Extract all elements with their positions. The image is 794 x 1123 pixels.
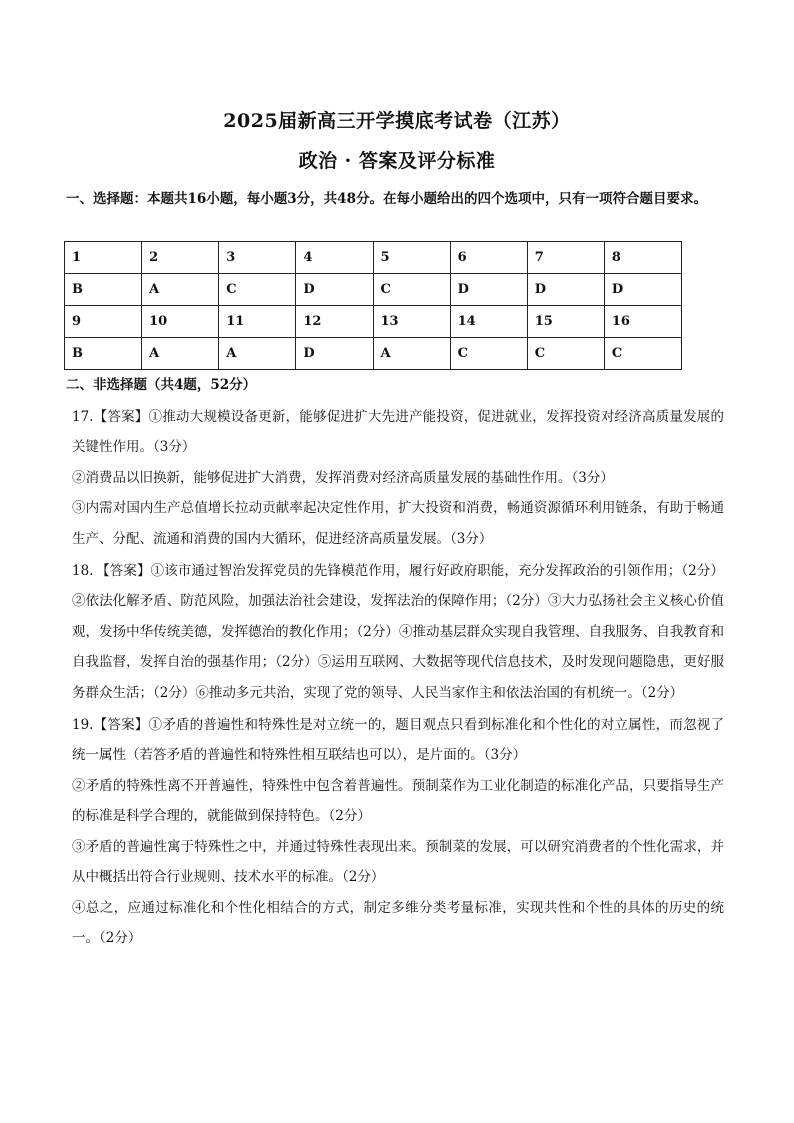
table-cell: C [450,338,527,370]
table-cell: 9 [65,306,142,338]
table-cell: C [527,338,604,370]
exam-subtitle: 政治 · 答案及评分标准 [298,150,496,172]
table-cell: C [373,274,450,306]
q17-paragraph-3: ③内需对国内生产总值增长拉动贡献率起决定性作用，扩大投资和消费，畅通资源循环利用链条，有助于畅通生产、分配、流通和消费的国内大循环，促进经济高质量发展。（3分） [72,500,724,547]
table-cell: 6 [450,242,527,274]
q18-paragraph-1: 18．【答案】①该市通过智治发挥党员的先锋模范作用，履行好政府职能，充分发挥政治的引领作用；（2分）②依法化解矛盾、防范风险，加强法治社会建设，发挥法治的保障作用；（2分）③大力弘扬社会主义核心价值观，发扬中华传统美德，发挥德治的教化作用；（2分）④推动基层群众实现自我管理、自我服务、自我教育和自我监督，发挥自治的强基作用；（2分）⑤运用互联网、大数据等现代信息技术，及时发现问题隐患，更好服务群众生活；（2分）⑥推动多元共治，实现了党的领导、人民当家作主和依法治国的有机统一。（2分） [72,563,724,701]
answer-body [72,402,724,953]
table-cell: D [296,274,373,306]
exam-title: 2025届新高三开学摸底考试卷（江苏） [223,110,571,132]
section-2-heading: 二、非选择题（共4题，52分） [66,377,257,393]
table-cell: D [527,274,604,306]
q19-paragraph-1: 19.【答案】①矛盾的普遍性和特殊性是对立统一的，题目观点只看到标准化和个性化的对立属性，而忽视了统一属性（若答矛盾的普遍性和特殊性相互联结也可以），是片面的。（3分） [72,717,724,764]
table-cell: D [450,274,527,306]
table-cell: 7 [527,242,604,274]
table-cell: 4 [296,242,373,274]
table-cell: 1 [65,242,142,274]
table-cell: A [142,274,219,306]
table-cell: 10 [142,306,219,338]
table-cell: D [296,338,373,370]
table-cell: D [604,274,681,306]
table-row [65,274,682,306]
table-row [65,242,682,274]
q17-paragraph-1: 17.【答案】①推动大规模设备更新，能够促进扩大先进产能投资，促进就业，发挥投资对经济高质量发展的关键性作用。（3分） [72,409,724,456]
table-cell: 5 [373,242,450,274]
table-cell: A [142,338,219,370]
table-cell: 15 [527,306,604,338]
q19-paragraph-2: ②矛盾的特殊性离不开普遍性，特殊性中包含着普遍性。预制菜作为工业化制造的标准化产品，只要指导生产的标准是科学合理的，就能做到保持特色。（2分） [72,777,724,825]
table-cell: 11 [219,306,296,338]
table-cell: C [219,274,296,306]
table-cell: 3 [219,242,296,274]
q19-paragraph-4: ④总之，应通过标准化和个性化相结合的方式，制定多维分类考量标准，实现共性和个性的具体的历史的统一。（2分） [72,899,724,946]
table-row [65,306,682,338]
table-cell: B [65,274,142,306]
table-cell: A [373,338,450,370]
table-cell: C [604,338,681,370]
answer-table [64,241,682,370]
table-cell: 13 [373,306,450,338]
table-cell: 8 [604,242,681,274]
table-row [65,338,682,370]
q19-paragraph-3: ③矛盾的普遍性寓于特殊性之中，并通过特殊性表现出来。预制菜的发展，可以研究消费者的个性化需求，并从中概括出符合行业规则、技术水平的标准。（2分） [72,838,724,886]
table-cell: 2 [142,242,219,274]
q17-paragraph-2: ②消费品以旧换新，能够促进扩大消费，发挥消费对经济高质量发展的基础性作用。（3分） [72,469,614,486]
table-cell: 16 [604,306,681,338]
table-cell: A [219,338,296,370]
table-cell: B [65,338,142,370]
table-cell: 12 [296,306,373,338]
section-1-heading: 一、选择题：本题共16小题，每小题3分，共48分。在每小题给出的四个选项中，只有一项符合题目要求。 [66,191,707,207]
table-cell: 14 [450,306,527,338]
